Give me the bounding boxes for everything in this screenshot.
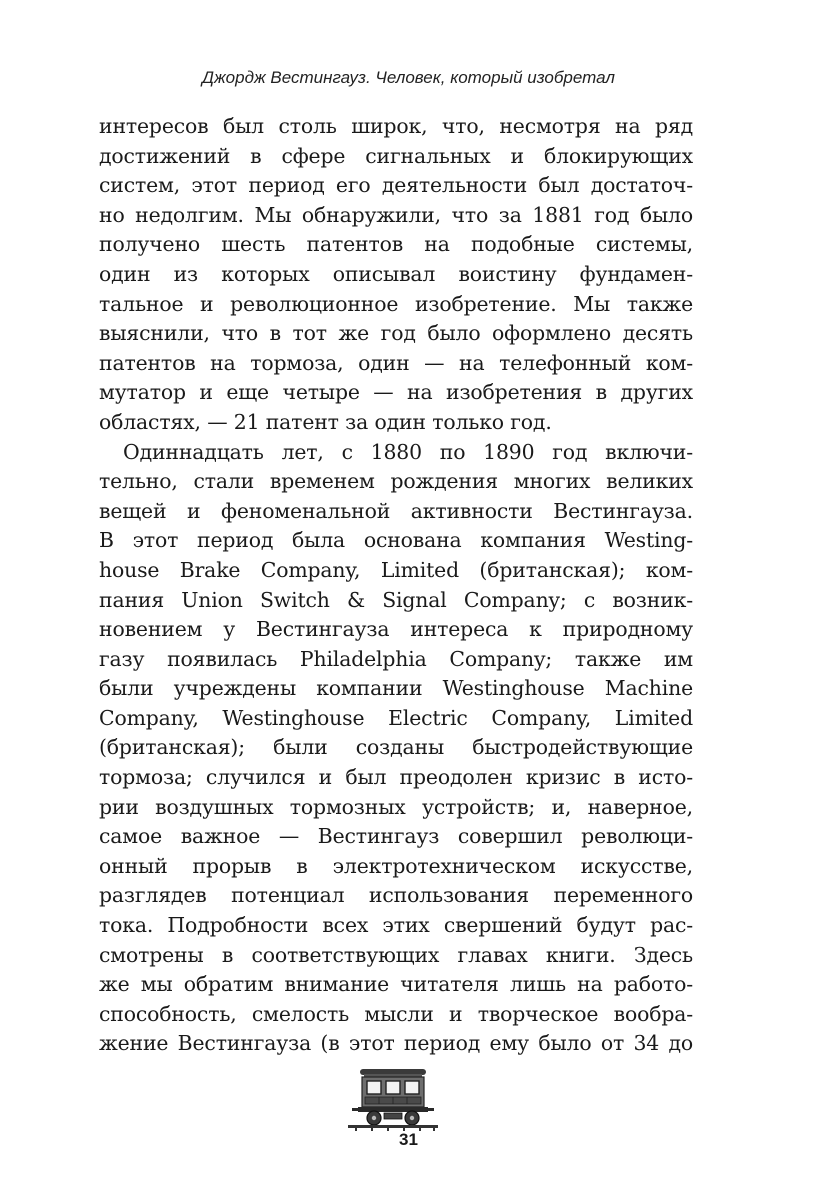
text-line: были учреждены компании Westinghouse Machine — [99, 676, 693, 701]
page-number: 31 — [399, 1130, 418, 1149]
text-line: тормоза; случился и был преодолен кризис в исто- — [99, 765, 693, 790]
text-line: Одиннадцать лет, с 1880 по 1890 год включи- — [123, 439, 693, 464]
text-line: получено шесть патентов на подобные системы, — [99, 232, 693, 257]
text-line: смотрены в соответствующих главах книги. Здесь — [99, 942, 693, 967]
text-line: интересов был столь широк, что, несмотря на ряд — [99, 114, 693, 138]
text-line: рии воздушных тормозных устройств; и, наверное, — [99, 794, 693, 819]
text-line: разглядев потенциал использования переменного — [99, 883, 693, 908]
text-line: достижений в сфере сигнальных и блокирующих — [99, 143, 693, 168]
text-line: новением у Вестингауза интереса к природному — [99, 617, 693, 642]
text-line: вещей и феноменальной активности Вестингауза. — [99, 498, 693, 523]
text-line: же мы обратим внимание читателя лишь на работо- — [99, 972, 693, 997]
text-line: жение Вестингауза (в этот период ему было от 34 до — [99, 1031, 693, 1056]
running-head: Джордж Вестингауз. Человек, который изобретал — [202, 68, 615, 87]
railcar-ornament-icon — [348, 1067, 438, 1131]
text-line: выяснили, что в тот же год было оформлено десять — [99, 321, 693, 346]
text-line: самое важное — Вестингауз совершил революци- — [99, 824, 693, 849]
text-line: областях, — 21 патент за один только год. — [99, 409, 552, 434]
text-line: тельно, стали временем рождения многих великих — [99, 469, 693, 494]
paragraph-1 — [99, 112, 693, 438]
text-line: один из которых описывал воистину фундамен- — [99, 261, 693, 286]
text-line: Company, Westinghouse Electric Company, Limited — [99, 705, 693, 730]
text-line: систем, этот период его деятельности был достаточ- — [99, 173, 693, 198]
text-line: онный прорыв в электротехническом искусстве, — [99, 853, 693, 878]
text-line: тальное и революционное изобретение. Мы также — [99, 291, 693, 316]
text-line: газу появилась Philadelphia Company; также им — [99, 646, 693, 671]
text-line: мутатор и еще четыре — на изобретения в других — [99, 380, 693, 405]
paragraph-2 — [99, 438, 693, 1059]
body-text — [99, 112, 693, 1059]
text-line: способность, смелость мысли и творческое вообра- — [99, 1001, 693, 1026]
text-line: пания Union Switch & Signal Company; с возник- — [99, 587, 693, 612]
text-line: но недолгим. Мы обнаружили, что за 1881 год было — [99, 202, 693, 227]
text-line: house Brake Company, Limited (британская); ком- — [99, 557, 693, 582]
text-line: (британская); были созданы быстродействующие — [99, 735, 693, 760]
text-line: патентов на тормоза, один — на телефонный ком- — [99, 350, 693, 375]
text-line: В этот период была основана компания Westing- — [99, 528, 693, 553]
text-line: тока. Подробности всех этих свершений будут рас- — [99, 913, 693, 938]
